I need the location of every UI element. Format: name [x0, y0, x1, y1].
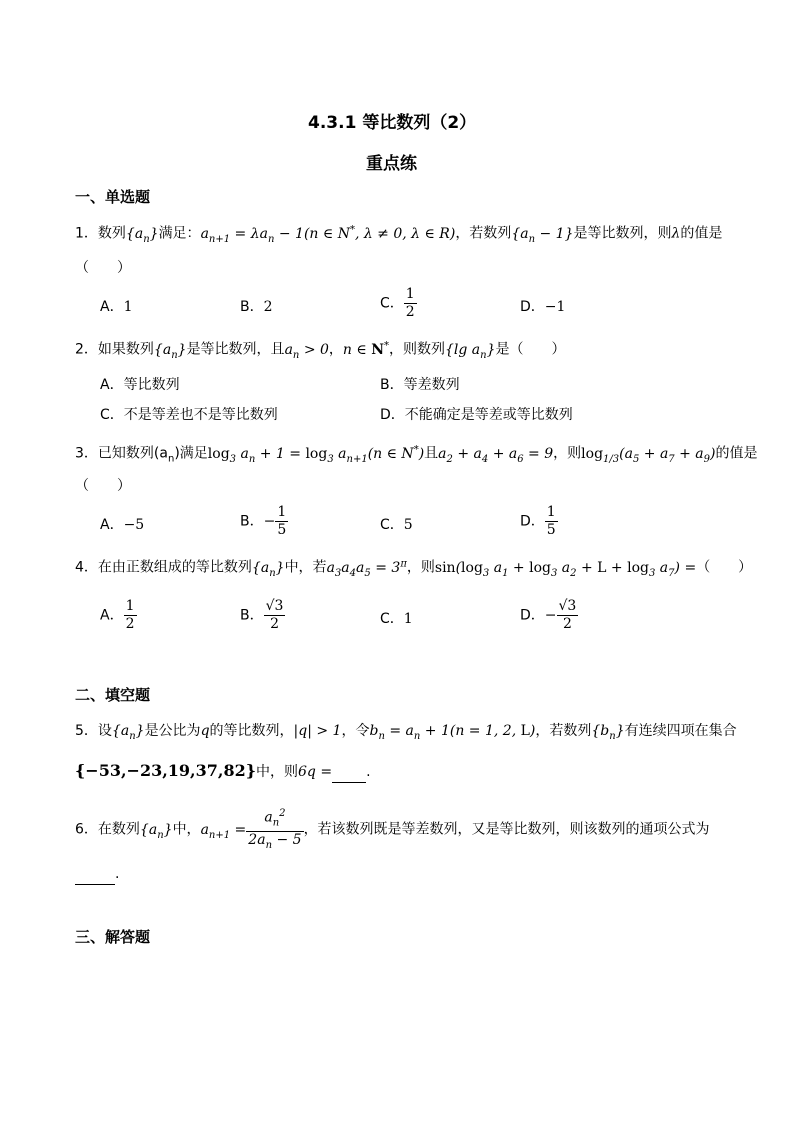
- answer-paren: （ ）: [75, 260, 131, 276]
- q1-option-b[interactable]: B．2: [240, 299, 273, 315]
- q1-option-d[interactable]: D．−1: [520, 299, 566, 315]
- page-subtitle: 重点练: [366, 154, 417, 174]
- q3-option-c[interactable]: C．5: [380, 517, 413, 533]
- question-number: 3．: [75, 445, 98, 462]
- question-6-line-2: .: [75, 864, 119, 885]
- q3-option-d[interactable]: D． $\frac{1}{5}$: [520, 504, 556, 538]
- q2-option-c[interactable]: C．不是等差也不是等比数列: [100, 407, 278, 423]
- q1-option-c[interactable]: C． $\frac{1}{2}$: [380, 286, 415, 320]
- math-log-one-third: $\log_{1/3}(a_5 + a_7 + a_9)$: [581, 445, 716, 465]
- math-sequence-an: $\{a_n\}$: [125, 225, 159, 245]
- math-log-relation: $\log_3 a_n + 1 = \log_3 a_{n+1}(n$ ∈ N*): [207, 444, 425, 465]
- q2-option-a[interactable]: A．等比数列: [100, 377, 180, 393]
- math-sin-log-sum: $\sin(\log_3$ $a_1 + \log_3 a_2 + L + \log_3 a_7$) =: [434, 559, 697, 579]
- question-3: 3．已知数列$(a_n)$满足$\log_3 a_n + 1 = \log_3 a_{n+1}(n$ ∈ N*)且$a_2 + a_4 + a_6 = 9$，则$\log_{1/3}(a_5 + a_7 + a_9)$的值是: [75, 444, 758, 465]
- question-4: 4．在由正数组成的等比数列$\{a_n\}$中，若$a_3a_4a_5 = 3^\pi$，则$\sin(\log_3$ $a_1 + \log_3 a_2 + L + \log_3 a_7$) =（ ）: [75, 558, 753, 579]
- section-heading-solution: 三、解答题: [75, 928, 151, 946]
- q4-option-b[interactable]: B． $\frac{√3}{2}$: [240, 598, 284, 632]
- fraction: $\frac{1}{2}$: [405, 286, 415, 320]
- fraction: $\frac{√3}{2}$: [558, 598, 577, 632]
- q2-option-b[interactable]: B．等差数列: [380, 377, 460, 393]
- q1-option-a[interactable]: A．1: [100, 299, 133, 315]
- fraction: $\frac{√3}{2}$: [265, 598, 284, 632]
- math-set: {−53,−23,19,37,82}: [75, 761, 256, 780]
- page-title: 4.3.1 等比数列（2）: [308, 113, 477, 133]
- q4-option-a[interactable]: A． $\frac{1}{2}$: [100, 598, 135, 632]
- q4-option-d[interactable]: D．− $\frac{√3}{2}$: [520, 598, 577, 632]
- question-6: 6．在数列$\{a_n\}$中，$a_{n+1}$ = $\frac{a_n^2}{2a_n - 5}$ ，若该数列既是等差数列，又是等比数列，则该数列的通项公式为: [75, 805, 710, 854]
- section-heading-single-choice: 一、单选题: [75, 188, 151, 206]
- math-sequence-an-minus-1: $\{a_n - 1\}$: [511, 225, 574, 245]
- question-number: 6．: [75, 821, 98, 838]
- question-number: 1．: [75, 225, 98, 242]
- q2-option-d[interactable]: D．不能确定是等差或等比数列: [380, 407, 573, 423]
- question-number: 2．: [75, 341, 98, 358]
- question-number: 4．: [75, 559, 98, 576]
- question-2: 2．如果数列$\{a_n\}$是等比数列，且$a_n > 0$，n ∈ N*，则数列{lg $a_n$}是（ ）: [75, 340, 566, 361]
- answer-blank[interactable]: [75, 864, 115, 885]
- answer-blank[interactable]: [332, 762, 366, 783]
- math-recurrence: $a_{n+1} = \lambda a_n - 1(n$ ∈ N*, λ ≠ 0, λ ∈ R): [200, 224, 456, 245]
- fraction: $\frac{1}{5}$: [277, 504, 287, 538]
- question-5: 5．设$\{a_n\}$是公比为q的等比数列，|q| > 1，令$b_n = a_n + 1(n = 1$, 2, L)，若数列$\{b_n\}$有连续四项在集合: [75, 723, 737, 742]
- answer-paren: （ ）: [75, 478, 131, 494]
- fraction: $\frac{a_n^2}{2a_n - 5}$: [246, 805, 303, 854]
- fraction: $\frac{1}{5}$: [546, 504, 556, 538]
- question-5-line-2: {−53,−23,19,37,82}中，则6q = .: [75, 761, 371, 783]
- question-number: 5．: [75, 723, 98, 739]
- math-lambda: λ: [671, 225, 681, 242]
- question-1: 1．数列$\{a_n\}$满足：$a_{n+1} = \lambda a_n - 1(n$ ∈ N*, λ ≠ 0, λ ∈ R)，若数列$\{a_n - 1\}$是等比数列，则λ的值是: [75, 224, 723, 245]
- section-heading-fill-blank: 二、填空题: [75, 686, 151, 704]
- fraction: $\frac{1}{2}$: [125, 598, 135, 632]
- q3-option-b[interactable]: B．− $\frac{1}{5}$: [240, 504, 287, 538]
- q4-option-c[interactable]: C．1: [380, 611, 413, 627]
- q3-option-a[interactable]: A．−5: [100, 517, 145, 533]
